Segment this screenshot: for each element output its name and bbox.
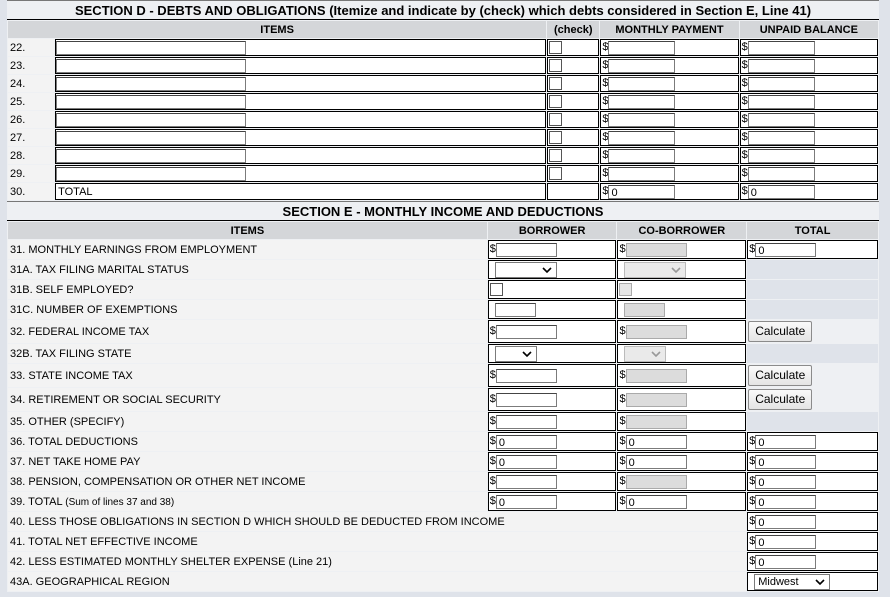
income-row bbox=[8, 432, 878, 451]
monthly-payment-input[interactable] bbox=[608, 131, 675, 145]
total-net-take-home[interactable]: 0 bbox=[755, 455, 816, 469]
currency-symbol: $ bbox=[602, 167, 609, 180]
coborrower-self-employed-checkbox[interactable] bbox=[619, 283, 632, 296]
currency-symbol: $ bbox=[619, 495, 626, 508]
unpaid-balance-input[interactable] bbox=[748, 113, 815, 127]
row-number: 28. bbox=[8, 147, 54, 164]
net-effective-income-value[interactable]: 0 bbox=[755, 535, 816, 549]
shelter-expense-value[interactable]: 0 bbox=[755, 555, 816, 569]
coborrower-exemptions-input[interactable] bbox=[624, 303, 665, 317]
row-number: 23. bbox=[8, 57, 54, 74]
coborrower-net-take-home[interactable]: 0 bbox=[626, 455, 687, 469]
currency-symbol: $ bbox=[619, 475, 626, 488]
debt-checkbox[interactable] bbox=[549, 77, 562, 90]
section-e-title: SECTION E - MONTHLY INCOME AND DEDUCTIONS bbox=[7, 201, 879, 221]
row-label bbox=[8, 492, 487, 511]
currency-symbol: $ bbox=[749, 475, 756, 488]
monthly-payment-input[interactable] bbox=[608, 149, 675, 163]
row-label: 31. MONTHLY EARNINGS FROM EMPLOYMENT bbox=[8, 240, 487, 259]
borrower-header: BORROWER bbox=[488, 222, 617, 239]
borrower-exemptions-input[interactable] bbox=[495, 303, 536, 317]
item-input[interactable] bbox=[56, 149, 246, 163]
row-label-note: (Sum of lines 37 and 38) bbox=[65, 496, 175, 508]
chevron-down-icon bbox=[522, 349, 532, 359]
calculate-federal-tax-button[interactable]: Calculate bbox=[748, 321, 812, 342]
monthly-payment-input[interactable] bbox=[608, 95, 675, 109]
currency-symbol: $ bbox=[619, 455, 626, 468]
form-container bbox=[7, 0, 879, 592]
currency-symbol: $ bbox=[619, 325, 626, 338]
currency-symbol: $ bbox=[741, 149, 748, 162]
currency-symbol: $ bbox=[749, 555, 756, 568]
row-number: 22. bbox=[8, 39, 54, 56]
item-input[interactable] bbox=[56, 167, 246, 181]
currency-symbol: $ bbox=[489, 415, 496, 428]
row-number: 25. bbox=[8, 93, 54, 110]
income-row bbox=[8, 532, 878, 551]
currency-symbol: $ bbox=[619, 393, 626, 406]
total-earnings-value[interactable]: 0 bbox=[755, 243, 816, 257]
unpaid-balance-total[interactable]: 0 bbox=[748, 185, 815, 199]
coborrower-header: CO-BORROWER bbox=[617, 222, 746, 239]
row-label: 31A. TAX FILING MARITAL STATUS bbox=[8, 260, 487, 279]
currency-symbol: $ bbox=[741, 77, 748, 90]
row-label: 35. OTHER (SPECIFY) bbox=[8, 412, 487, 431]
income-row bbox=[8, 240, 878, 259]
currency-symbol: $ bbox=[741, 131, 748, 144]
monthly-payment-input[interactable] bbox=[608, 41, 675, 55]
debt-checkbox[interactable] bbox=[549, 41, 562, 54]
income-row bbox=[8, 300, 878, 319]
region-selected-value: Midwest bbox=[758, 575, 799, 588]
coborrower-total-deductions[interactable]: 0 bbox=[626, 435, 687, 449]
item-input[interactable] bbox=[56, 41, 246, 55]
currency-symbol: $ bbox=[602, 59, 609, 72]
unpaid-balance-input[interactable] bbox=[748, 95, 815, 109]
coborrower-retirement-input[interactable] bbox=[626, 393, 687, 407]
monthly-payment-total[interactable]: 0 bbox=[608, 185, 675, 199]
row-label: 33. STATE INCOME TAX bbox=[8, 364, 487, 387]
borrower-tax-state-select[interactable] bbox=[495, 346, 537, 362]
unpaid-balance-input[interactable] bbox=[748, 149, 815, 163]
items-header: ITEMS bbox=[8, 222, 487, 239]
currency-symbol: $ bbox=[749, 515, 756, 528]
borrower-pension-input[interactable] bbox=[496, 475, 557, 489]
unpaid-balance-input[interactable] bbox=[748, 167, 815, 181]
debt-checkbox[interactable] bbox=[549, 95, 562, 108]
debt-row bbox=[8, 129, 878, 146]
row-label: 31C. NUMBER OF EXEMPTIONS bbox=[8, 300, 487, 319]
item-input[interactable] bbox=[56, 131, 246, 145]
currency-symbol: $ bbox=[749, 435, 756, 448]
currency-symbol: $ bbox=[749, 535, 756, 548]
monthly-payment-input[interactable] bbox=[608, 59, 675, 73]
borrower-self-employed-checkbox[interactable] bbox=[490, 283, 503, 296]
income-row bbox=[8, 572, 878, 591]
currency-symbol: $ bbox=[489, 475, 496, 488]
row-label-text: 39. TOTAL bbox=[10, 495, 63, 508]
debt-row bbox=[8, 111, 878, 128]
check-header: (check) bbox=[547, 21, 599, 38]
borrower-marital-status-select[interactable] bbox=[495, 262, 557, 278]
currency-symbol: $ bbox=[749, 243, 756, 256]
debt-checkbox[interactable] bbox=[549, 149, 562, 162]
row-number: 29. bbox=[8, 165, 54, 182]
income-row bbox=[8, 452, 878, 471]
currency-symbol: $ bbox=[602, 185, 609, 198]
chevron-down-icon bbox=[542, 265, 552, 275]
currency-symbol: $ bbox=[741, 167, 748, 180]
coborrower-pension-input[interactable] bbox=[626, 475, 687, 489]
coborrower-federal-tax-input[interactable] bbox=[626, 325, 687, 339]
currency-symbol: $ bbox=[489, 495, 496, 508]
calculate-retirement-button[interactable]: Calculate bbox=[748, 389, 812, 410]
row-label: 32. FEDERAL INCOME TAX bbox=[8, 320, 487, 343]
currency-symbol: $ bbox=[619, 369, 626, 382]
chevron-down-icon bbox=[671, 265, 681, 275]
row-number: 30. bbox=[8, 183, 54, 200]
row-label: 34. RETIREMENT OR SOCIAL SECURITY bbox=[8, 388, 487, 411]
monthly-payment-header: MONTHLY PAYMENT bbox=[600, 21, 738, 38]
total-39-value[interactable]: 0 bbox=[755, 495, 816, 509]
unpaid-balance-header: UNPAID BALANCE bbox=[740, 21, 878, 38]
currency-symbol: $ bbox=[749, 495, 756, 508]
total-deductions-value[interactable]: 0 bbox=[755, 435, 816, 449]
borrower-earnings-input[interactable] bbox=[496, 243, 557, 257]
debt-checkbox[interactable] bbox=[549, 113, 562, 126]
coborrower-state-tax-input[interactable] bbox=[626, 369, 687, 383]
debt-row bbox=[8, 93, 878, 110]
income-row bbox=[8, 260, 878, 279]
calculate-state-tax-button[interactable]: Calculate bbox=[748, 365, 812, 386]
row-label: 37. NET TAKE HOME PAY bbox=[8, 452, 487, 471]
monthly-payment-input[interactable] bbox=[608, 167, 675, 181]
row-number: 27. bbox=[8, 129, 54, 146]
debt-row bbox=[8, 39, 878, 56]
currency-symbol: $ bbox=[489, 435, 496, 448]
chevron-down-icon bbox=[651, 349, 661, 359]
row-label: 32B. TAX FILING STATE bbox=[8, 344, 487, 363]
income-row bbox=[8, 344, 878, 363]
items-header: ITEMS bbox=[8, 21, 546, 38]
monthly-payment-input[interactable] bbox=[608, 113, 675, 127]
row-label: 42. LESS ESTIMATED MONTHLY SHELTER EXPENSE (Line 21) bbox=[8, 552, 746, 571]
currency-symbol: $ bbox=[489, 325, 496, 338]
currency-symbol: $ bbox=[602, 149, 609, 162]
currency-symbol: $ bbox=[602, 131, 609, 144]
total-pension-value[interactable]: 0 bbox=[755, 475, 816, 489]
income-row bbox=[8, 492, 878, 511]
borrower-total-deductions[interactable]: 0 bbox=[496, 435, 557, 449]
borrower-state-tax-input[interactable] bbox=[496, 369, 557, 383]
obligations-deducted-value[interactable]: 0 bbox=[755, 515, 816, 529]
unpaid-balance-input[interactable] bbox=[748, 41, 815, 55]
section-d-title: SECTION D - DEBTS AND OBLIGATIONS (Itemize and indicate by (check) which debts considered in Section E, Line 41) bbox=[7, 0, 879, 20]
row-label: 43A. GEOGRAPHICAL REGION bbox=[8, 572, 746, 591]
section-d-table bbox=[7, 20, 879, 201]
income-row bbox=[8, 412, 878, 431]
income-row bbox=[8, 388, 878, 411]
section-e-table bbox=[7, 221, 879, 592]
currency-symbol: $ bbox=[489, 393, 496, 406]
unpaid-balance-input[interactable] bbox=[748, 59, 815, 73]
debt-checkbox[interactable] bbox=[549, 59, 562, 72]
currency-symbol: $ bbox=[741, 113, 748, 126]
currency-symbol: $ bbox=[489, 455, 496, 468]
row-label: 41. TOTAL NET EFFECTIVE INCOME bbox=[8, 532, 746, 551]
chevron-down-icon bbox=[815, 577, 825, 587]
coborrower-marital-status-select[interactable] bbox=[624, 262, 686, 278]
currency-symbol: $ bbox=[749, 455, 756, 468]
currency-symbol: $ bbox=[741, 59, 748, 72]
geographical-region-select[interactable] bbox=[754, 574, 830, 590]
row-label: 38. PENSION, COMPENSATION OR OTHER NET INCOME bbox=[8, 472, 487, 491]
income-row bbox=[8, 280, 878, 299]
row-number: 26. bbox=[8, 111, 54, 128]
currency-symbol: $ bbox=[602, 77, 609, 90]
coborrower-other-input[interactable] bbox=[626, 415, 687, 429]
currency-symbol: $ bbox=[741, 185, 748, 198]
currency-symbol: $ bbox=[619, 435, 626, 448]
item-input[interactable] bbox=[56, 113, 246, 127]
currency-symbol: $ bbox=[741, 95, 748, 108]
currency-symbol: $ bbox=[619, 243, 626, 256]
currency-symbol: $ bbox=[619, 415, 626, 428]
debt-row bbox=[8, 75, 878, 92]
item-input[interactable] bbox=[56, 77, 246, 91]
debt-row bbox=[8, 165, 878, 182]
debt-checkbox[interactable] bbox=[549, 131, 562, 144]
borrower-other-input[interactable] bbox=[496, 415, 557, 429]
debt-row bbox=[8, 147, 878, 164]
row-label: 40. LESS THOSE OBLIGATIONS IN SECTION D WHICH SHOULD BE DEDUCTED FROM INCOME bbox=[8, 512, 746, 531]
item-input[interactable] bbox=[56, 59, 246, 73]
currency-symbol: $ bbox=[602, 113, 609, 126]
debt-row bbox=[8, 57, 878, 74]
total-header: TOTAL bbox=[747, 222, 878, 239]
currency-symbol: $ bbox=[741, 41, 748, 54]
item-cell bbox=[55, 39, 546, 56]
income-row bbox=[8, 472, 878, 491]
borrower-net-take-home[interactable]: 0 bbox=[496, 455, 557, 469]
unpaid-balance-input[interactable] bbox=[748, 131, 815, 145]
row-label: 31B. SELF EMPLOYED? bbox=[8, 280, 487, 299]
debt-checkbox[interactable] bbox=[549, 167, 562, 180]
income-row bbox=[8, 552, 878, 571]
total-label: TOTAL bbox=[55, 183, 546, 200]
total-row bbox=[8, 183, 878, 200]
item-input[interactable] bbox=[56, 95, 246, 109]
unpaid-balance-input[interactable] bbox=[748, 77, 815, 91]
income-row bbox=[8, 320, 878, 343]
row-label: 36. TOTAL DEDUCTIONS bbox=[8, 432, 487, 451]
row-number: 24. bbox=[8, 75, 54, 92]
currency-symbol: $ bbox=[602, 41, 609, 54]
borrower-retirement-input[interactable] bbox=[496, 393, 557, 407]
monthly-payment-input[interactable] bbox=[608, 77, 675, 91]
coborrower-total-39[interactable]: 0 bbox=[626, 495, 687, 509]
borrower-federal-tax-input[interactable] bbox=[496, 325, 557, 339]
borrower-total-39[interactable]: 0 bbox=[496, 495, 557, 509]
income-row bbox=[8, 512, 878, 531]
currency-symbol: $ bbox=[489, 369, 496, 382]
income-row bbox=[8, 364, 878, 387]
coborrower-tax-state-select[interactable] bbox=[624, 346, 666, 362]
coborrower-earnings-input[interactable] bbox=[626, 243, 687, 257]
currency-symbol: $ bbox=[602, 95, 609, 108]
currency-symbol: $ bbox=[489, 243, 496, 256]
